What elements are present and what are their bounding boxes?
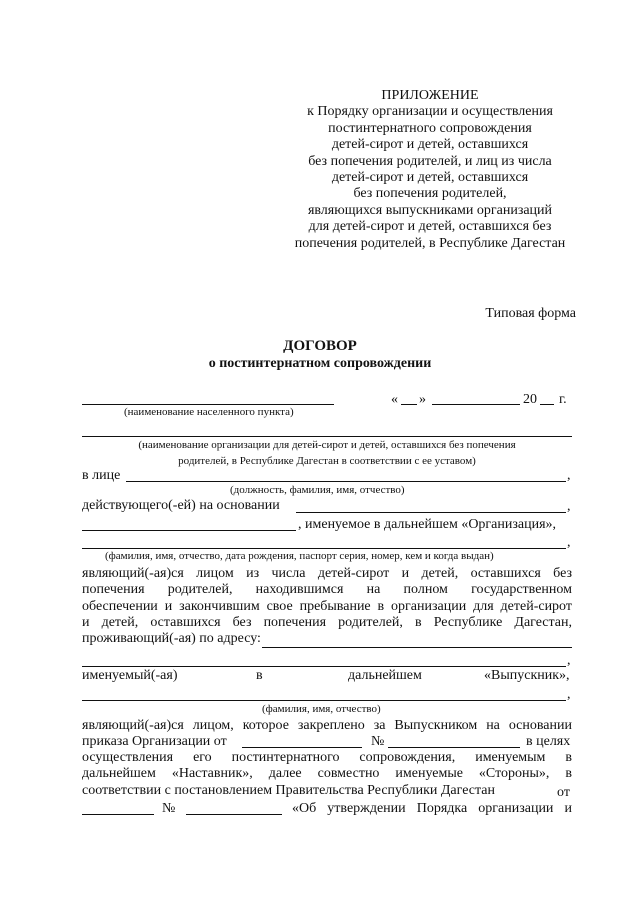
basis-field[interactable] bbox=[296, 512, 566, 513]
form-type-label: Типовая форма bbox=[485, 306, 576, 321]
from-text: от bbox=[557, 785, 570, 800]
representative-field[interactable] bbox=[126, 481, 566, 482]
graduate-field[interactable] bbox=[82, 548, 566, 549]
graduate-caption: (фамилия, имя, отчество, дата рождения, паспорт серия, номер, кем и когда выдан) bbox=[105, 550, 494, 562]
order-text: приказа Организации от bbox=[82, 734, 227, 749]
acting-basis-label: действующего(-ей) на основании bbox=[82, 498, 280, 513]
comma: , bbox=[567, 535, 571, 550]
date-month-field[interactable] bbox=[432, 404, 520, 405]
contract-title: ДОГОВОР bbox=[283, 338, 357, 354]
date-year-suffix: г. bbox=[559, 392, 567, 407]
comma: , bbox=[567, 499, 571, 514]
settlement-caption: (наименование населенного пункта) bbox=[124, 406, 294, 418]
comma: , bbox=[567, 687, 571, 702]
date-day-field[interactable] bbox=[401, 404, 417, 405]
date-year-prefix: 20 bbox=[523, 392, 537, 407]
date-close-quote: » bbox=[419, 392, 426, 407]
appendix-line: попечения родителей, в Республике Дагестан bbox=[294, 235, 566, 251]
appendix-line: для детей-сирот и детей, оставшихся без bbox=[308, 219, 552, 235]
resolution-title-text: «Об утверждении Порядка организации и bbox=[292, 801, 572, 816]
named-word: именуемый(-ая) bbox=[82, 668, 178, 683]
appendix-line: являющихся выпускниками организаций bbox=[307, 202, 553, 218]
date-year-field[interactable] bbox=[540, 404, 554, 405]
graduate-paragraph: являющий(-ая)ся лицом из числа детей-сирот и детей, оставшихся без попечения родителей, находившимся на полном государственном обеспечении и закончившим свое пребывание в организации для детей-сирот и детей, оставшихся без попечения родителей, в Республике Дагестан, проживающий(-ая) по адресу: bbox=[82, 566, 572, 647]
mentor-field[interactable] bbox=[82, 700, 566, 701]
appendix-block bbox=[280, 88, 580, 252]
position-caption: (должность, фамилия, имя, отчество) bbox=[230, 484, 405, 496]
mentor-caption: (фамилия, имя, отчество) bbox=[262, 703, 381, 715]
settlement-field[interactable] bbox=[82, 404, 334, 405]
appendix-line: к Порядку организации и осуществления bbox=[307, 104, 553, 120]
appendix-line: постинтернатного сопровождения bbox=[328, 120, 532, 136]
appendix-line: детей-сирот и детей, оставшихся bbox=[331, 137, 529, 153]
appendix-line: без попечения родителей, bbox=[353, 186, 507, 202]
appendix-line: без попечения родителей, и лиц из числа bbox=[308, 153, 552, 169]
mentor-paragraph: являющий(-ая)ся лицом, которое закреплено за Выпускником на основании bbox=[82, 718, 572, 733]
comma: , bbox=[567, 468, 571, 483]
contract-subtitle: о постинтернатном сопровождении bbox=[208, 356, 432, 371]
appendix-line: ПРИЛОЖЕНИЕ bbox=[381, 88, 479, 103]
resolution-number-field[interactable] bbox=[186, 814, 282, 815]
mentor-paragraph-continued: осуществления его постинтернатного сопровождения, именуемым в дальнейшем «Наставник», далее совместно именуемые «Стороны», в bbox=[82, 750, 572, 782]
named-word: дальнейшем bbox=[348, 668, 422, 683]
number-sign: № bbox=[162, 801, 176, 816]
named-word: в bbox=[256, 668, 263, 683]
comma: , bbox=[567, 653, 571, 668]
graduate-label: «Выпускник», bbox=[484, 668, 570, 683]
address-field-continued[interactable] bbox=[82, 666, 566, 667]
order-date-field[interactable] bbox=[242, 747, 362, 748]
order-number-field[interactable] bbox=[388, 747, 520, 748]
named-organization-text: , именуемое в дальнейшем «Организация», bbox=[298, 517, 557, 532]
appendix-line: детей-сирот и детей, оставшихся bbox=[331, 170, 529, 186]
resolution-date-field[interactable] bbox=[82, 814, 154, 815]
date-open-quote: « bbox=[391, 392, 398, 407]
organization-caption: (наименование организации для детей-сирот и детей, оставшихся без попечения родителей, в Республике Дагестан в соответствии с ее уставом) bbox=[138, 439, 516, 467]
basis-field-continued[interactable] bbox=[82, 530, 296, 531]
purpose-text: в целях bbox=[526, 734, 571, 749]
address-field[interactable] bbox=[262, 647, 572, 648]
in-person-label: в лице bbox=[82, 468, 121, 483]
resolution-text: соответствии с постановлением Правительства Республики Дагестан bbox=[82, 783, 495, 798]
number-sign: № bbox=[371, 734, 385, 749]
